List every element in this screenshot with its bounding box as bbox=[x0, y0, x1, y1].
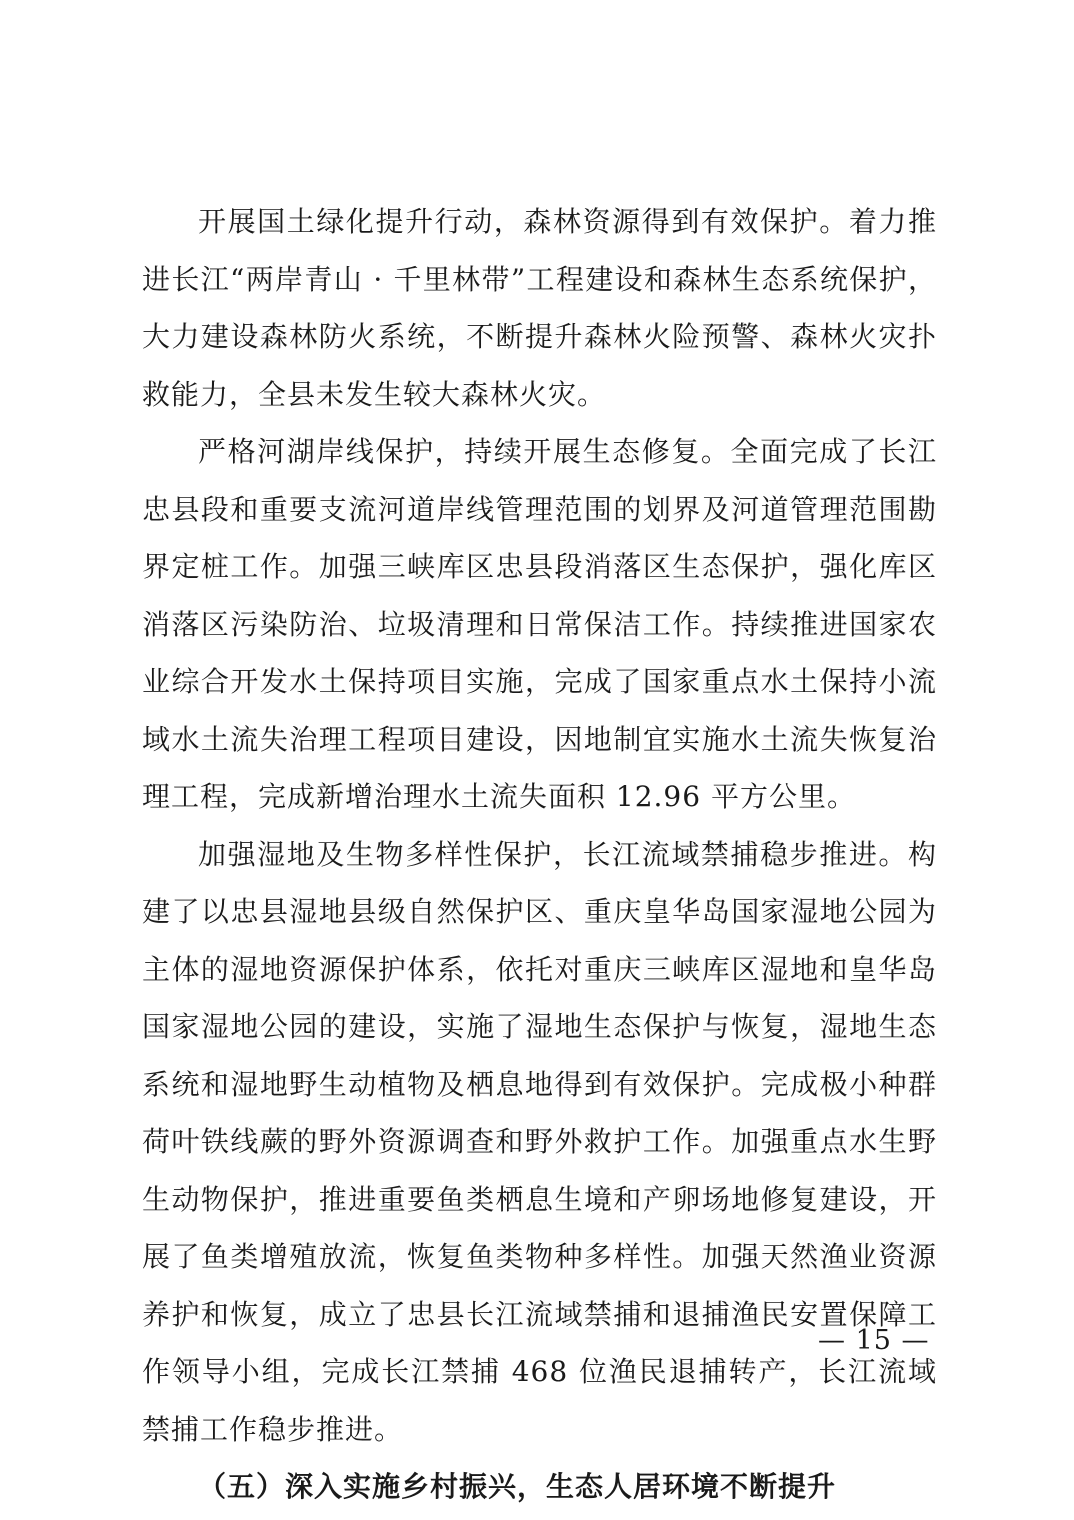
paragraph-wetland-protection: 加强湿地及生物多样性保护，长江流域禁捕稳步推进。构建了以忠县湿地县级自然保护区、重庆皇华岛国家湿地公园为主体的湿地资源保护体系，依托对重庆三峡库区湿地和皇华岛国家湿地公园的建设，实施了湿地生态保护与恢复，湿地生态系统和湿地野生动植物及栖息地得到有效保护。完成极小种群荷叶铁线蕨的野外资源调查和野外救护工作。加强重点水生野生动物保护，推进重要鱼类栖息生境和产卵场地修复建设，开展了鱼类增殖放流，恢复鱼类物种多样性。加强天然渔业资源养护和恢复，成立了忠县长江流域禁捕和退捕渔民安置保障工作领导小组，完成长江禁捕 468 位渔民退捕转产，长江流域禁捕工作稳步推进。 bbox=[142, 837, 937, 1446]
section-heading: （五）深入实施乡村振兴，生态人居环境不断提升 bbox=[198, 1470, 837, 1503]
body-text bbox=[142, 193, 937, 1516]
paragraph-forest-protection: 开展国土绿化提升行动，森林资源得到有效保护。着力推进长江“两岸青山 · 千里林带”工程建设和森林生态系统保护，大力建设森林防火系统，不断提升森林火险预警、森林火灾扑救能力，全县未发生较大森林火灾。 bbox=[142, 205, 937, 411]
paragraph-riverbank-protection: 严格河湖岸线保护，持续开展生态修复。全面完成了长江忠县段和重要支流河道岸线管理范围的划界及河道管理范围勘界定桩工作。加强三峡库区忠县段消落区生态保护，强化库区消落区污染防治、垃圾清理和日常保洁工作。持续推进国家农业综合开发水土保持项目实施，完成了国家重点水土保持小流域水土流失治理工程项目建设，因地制宜实施水土流失恢复治理工程，完成新增治理水土流失面积 12.96 平方公里。 bbox=[142, 435, 937, 813]
page-number: — 15 — bbox=[818, 1325, 930, 1356]
